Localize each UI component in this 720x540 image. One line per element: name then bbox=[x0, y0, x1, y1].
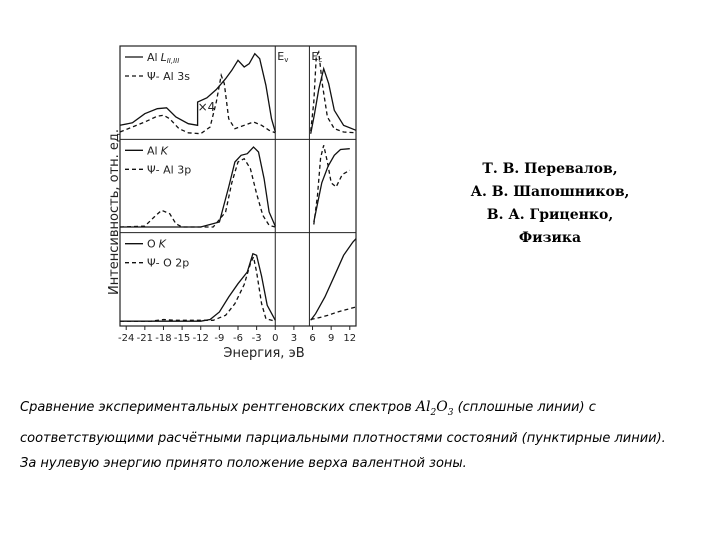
spectra-chart bbox=[98, 40, 366, 370]
calculated-dos-curve bbox=[311, 52, 356, 133]
legend-entry-line-symbol: K bbox=[158, 237, 166, 251]
author-shaposhnikov: А. В. Шапошников, bbox=[470, 184, 630, 200]
x-tick-label: -24 bbox=[118, 333, 135, 344]
author-perevalov: Т. В. Перевалов, bbox=[482, 161, 618, 177]
vertical-line-label: Ev bbox=[277, 50, 289, 64]
x-tick-label: 3 bbox=[290, 333, 298, 344]
experimental-spectrum-curve bbox=[311, 69, 356, 134]
x-tick-label: 6 bbox=[309, 333, 316, 344]
y-axis-label: Интенсивность, отн. ед. bbox=[107, 128, 122, 296]
formula-al: Al bbox=[415, 399, 431, 415]
scale-annotation: ×4 bbox=[197, 100, 216, 114]
legend-entry bbox=[147, 163, 191, 176]
x-tick-label: -9 bbox=[214, 333, 225, 344]
x-tick-label: 9 bbox=[327, 333, 335, 344]
experimental-spectrum-curve bbox=[314, 149, 350, 222]
x-tick-label: -3 bbox=[251, 333, 262, 344]
experimental-spectrum-curve bbox=[311, 239, 356, 321]
x-axis-label: Энергия, эВ bbox=[223, 346, 305, 361]
plot-layer bbox=[118, 46, 356, 344]
caption-formula bbox=[415, 399, 454, 418]
legend-entry-line-symbol: K bbox=[160, 144, 168, 158]
legend-entry-name: Ψ- Al 3s bbox=[147, 70, 190, 83]
legend-entry bbox=[147, 238, 167, 251]
experimental-spectrum-curve bbox=[120, 254, 275, 322]
journal-name: Физика bbox=[518, 230, 582, 246]
legend-entry bbox=[147, 70, 190, 83]
x-tick-label: -15 bbox=[173, 333, 191, 344]
calculated-dos-curve bbox=[314, 145, 350, 224]
caption-text-start: Сравнение экспериментальных рентгеновских спектров bbox=[20, 400, 416, 415]
legend-entry bbox=[147, 144, 169, 157]
formula-o: O bbox=[436, 399, 448, 415]
legend-entry bbox=[147, 51, 179, 65]
vertical-line-label-subscript: v bbox=[284, 56, 289, 64]
vertical-line-label-subscript: c bbox=[318, 56, 323, 64]
experimental-spectrum-curve bbox=[120, 147, 275, 227]
x-tick-label: 12 bbox=[343, 333, 357, 344]
legend-entry-line-symbol: L bbox=[160, 51, 167, 64]
formula-al-subscript: 2 bbox=[430, 407, 437, 418]
x-tick-label: -18 bbox=[155, 333, 172, 344]
vertical-line-label: Ec bbox=[311, 50, 323, 64]
formula-o-subscript: 3 bbox=[447, 407, 454, 418]
calculated-dos-curve bbox=[311, 307, 356, 320]
x-tick-label: -6 bbox=[233, 333, 243, 344]
legend-entry bbox=[147, 257, 189, 270]
authors-block bbox=[430, 158, 670, 250]
calculated-dos-curve bbox=[120, 159, 275, 227]
legend-entry-name: Ψ- O 2p bbox=[147, 256, 190, 270]
figure-caption bbox=[20, 395, 670, 476]
legend-entry-subscript: II,III bbox=[166, 57, 180, 65]
legend-entry-name: Al bbox=[147, 51, 158, 64]
caption-text-end: (сплошные линии) с соответствующими расчётными парциальными плотностями состояний (пунктирные линии). За нулевую энергию принято положение верха валентной зоны. bbox=[20, 400, 666, 471]
x-tick-label: -12 bbox=[192, 333, 209, 344]
x-tick-label: 0 bbox=[272, 333, 279, 344]
legend-entry-name: Ψ- Al 3p bbox=[147, 163, 192, 177]
x-tick-label: -21 bbox=[136, 333, 154, 344]
legend-entry-name: O bbox=[147, 237, 156, 251]
author-gritsenko: В. А. Гриценко, bbox=[486, 207, 614, 223]
legend-entry-name: Al bbox=[147, 144, 158, 158]
calculated-dos-curve bbox=[120, 257, 275, 321]
experimental-spectrum-curve bbox=[120, 54, 275, 132]
